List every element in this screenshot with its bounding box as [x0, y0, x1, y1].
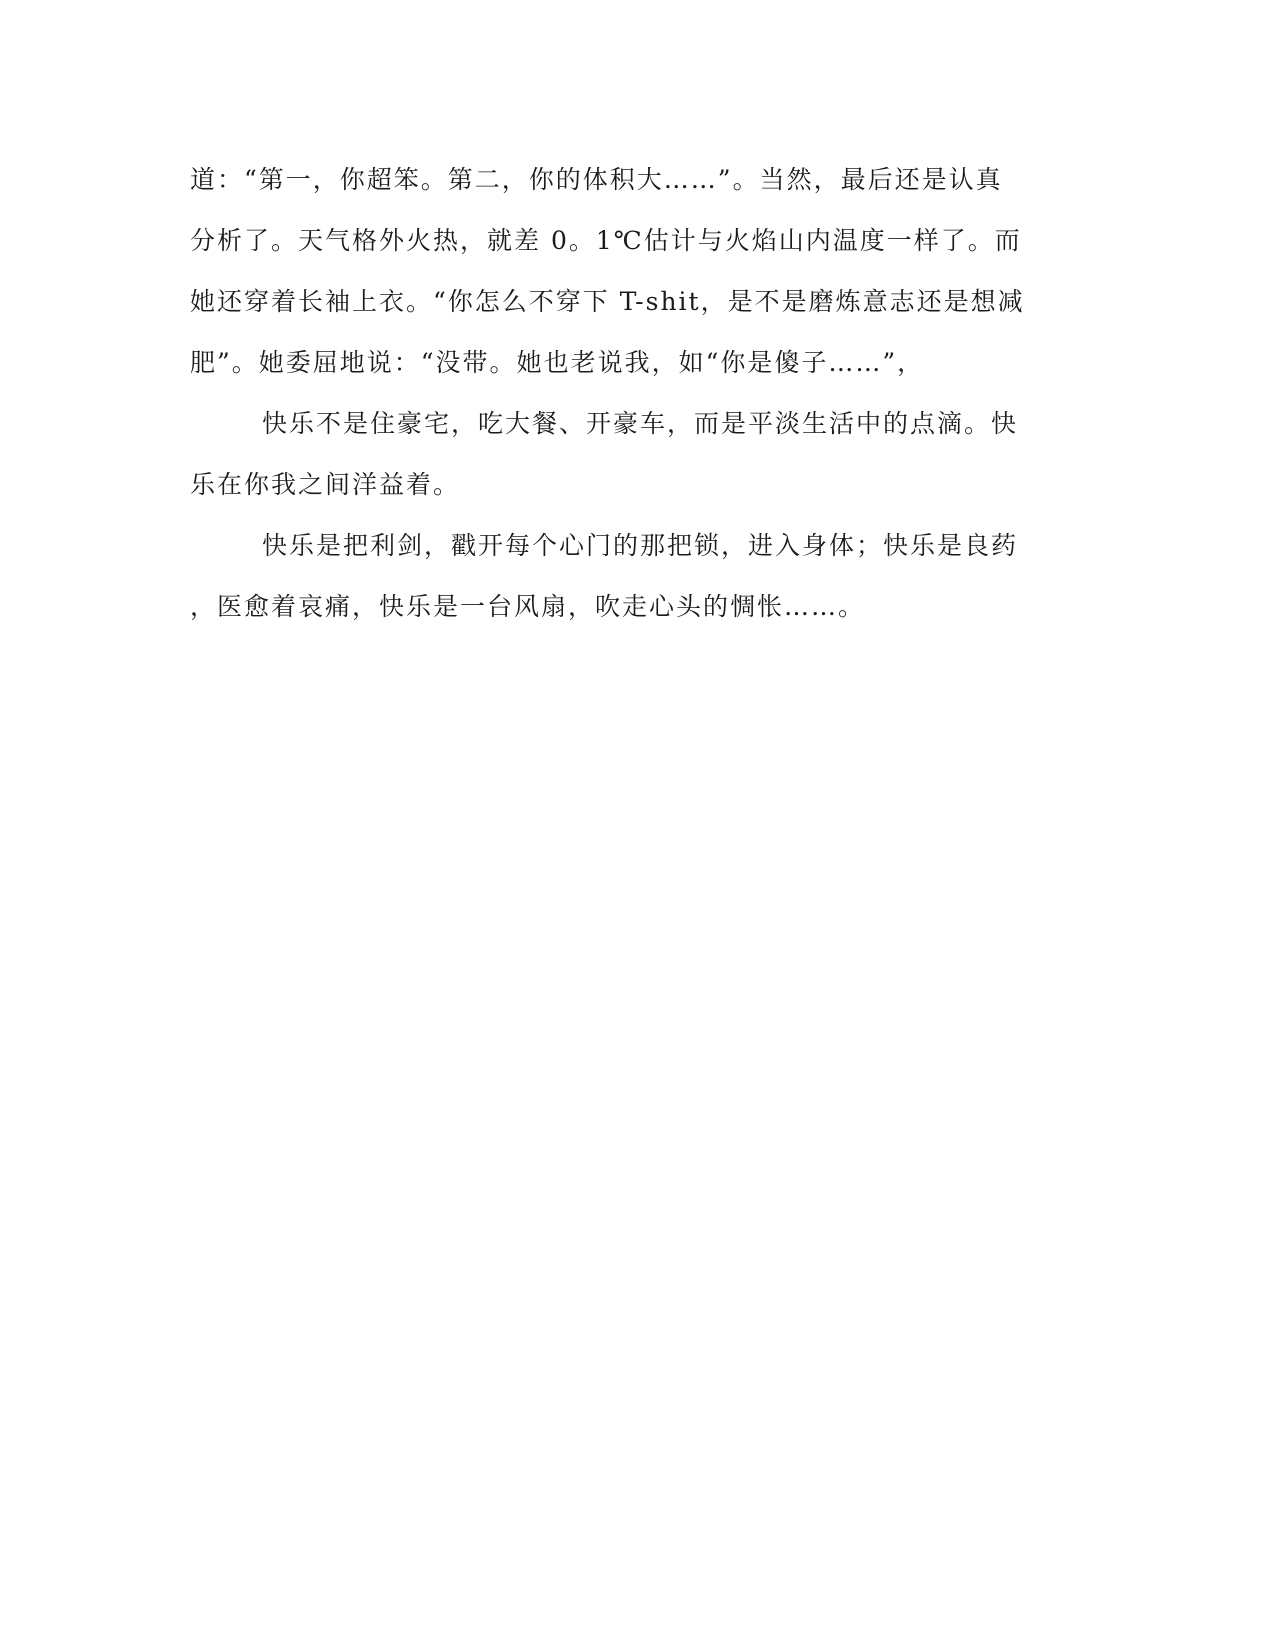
text-line: ，医愈着哀痛，快乐是一台风扇，吹走心头的惆怅……。 [190, 592, 866, 621]
text-line: 道：“第一，你超笨。第二，你的体积大……”。当然，最后还是认真 [190, 165, 1003, 194]
paragraph-1 [190, 162, 1070, 406]
text-line: 快乐不是住豪宅，吃大餐、开豪车，而是平淡生活中的点滴。快 [262, 409, 1019, 438]
text-line: 她还穿着长袖上衣。“你怎么不穿下 T-shit，是不是磨炼意志还是想减 [190, 287, 1025, 316]
document-body [190, 162, 1070, 650]
paragraph-2 [190, 406, 1070, 528]
paragraph-3 [190, 528, 1070, 650]
text-line: 乐在你我之间洋益着。 [190, 470, 461, 499]
text-line: 肥”。她委屈地说：“没带。她也老说我，如“你是傻子……”， [190, 348, 925, 377]
text-line: 快乐是把利剑，戳开每个心门的那把锁，进入身体；快乐是良药 [262, 531, 1019, 560]
text-line: 分析了。天气格外火热，就差 0。1℃估计与火焰山内温度一样了。而 [190, 226, 1022, 255]
